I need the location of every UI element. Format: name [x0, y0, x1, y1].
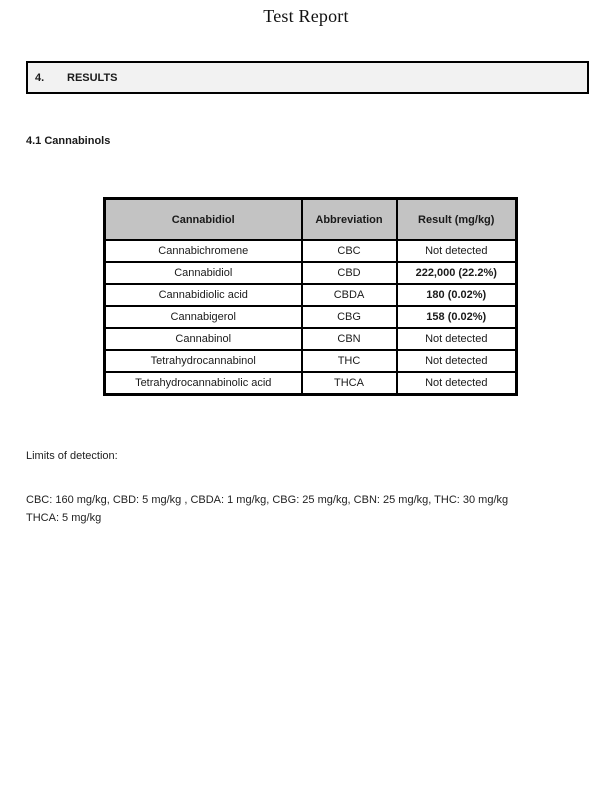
results-table	[103, 197, 518, 396]
col-header-result: Result (mg/kg)	[397, 199, 517, 241]
table-header-row	[105, 199, 517, 241]
abbreviation-cell: THCA	[302, 372, 397, 395]
result-cell: 158 (0.02%)	[397, 306, 517, 328]
result-cell: Not detected	[397, 350, 517, 372]
result-cell: 180 (0.02%)	[397, 284, 517, 306]
result-cell: Not detected	[397, 372, 517, 395]
results-table-head	[105, 199, 517, 241]
cannabinoid-name-cell: Cannabichromene	[105, 240, 302, 262]
abbreviation-cell: CBDA	[302, 284, 397, 306]
abbreviation-cell: CBD	[302, 262, 397, 284]
cannabinoid-name-cell: Cannabidiolic acid	[105, 284, 302, 306]
limits-line-1: CBC: 160 mg/kg, CBD: 5 mg/kg , CBDA: 1 mg/kg, CBG: 25 mg/kg, CBN: 25 mg/kg, THC: 30 mg/kg	[26, 494, 509, 506]
table-row	[105, 240, 517, 262]
document-title: Test Report	[263, 6, 349, 26]
limits-of-detection-values	[26, 491, 586, 527]
subsection-heading: 4.1 Cannabinols	[26, 135, 111, 147]
abbreviation-cell: CBN	[302, 328, 397, 350]
table-row	[105, 350, 517, 372]
abbreviation-cell: CBG	[302, 306, 397, 328]
cannabinoid-name-cell: Tetrahydrocannabinolic acid	[105, 372, 302, 395]
limits-line-2: THCA: 5 mg/kg	[26, 512, 102, 524]
table-row	[105, 284, 517, 306]
abbreviation-cell: CBC	[302, 240, 397, 262]
cannabinoid-name-cell: Cannabigerol	[105, 306, 302, 328]
table-row	[105, 328, 517, 350]
cannabinoid-name-cell: Cannabinol	[105, 328, 302, 350]
result-cell: Not detected	[397, 240, 517, 262]
cannabinoid-name-cell: Cannabidiol	[105, 262, 302, 284]
cannabinoid-name-cell: Tetrahydrocannabinol	[105, 350, 302, 372]
table-row	[105, 306, 517, 328]
limits-of-detection-label: Limits of detection:	[26, 450, 118, 462]
table-row	[105, 262, 517, 284]
col-header-cannabinoid: Cannabidiol	[105, 199, 302, 241]
abbreviation-cell: THC	[302, 350, 397, 372]
col-header-abbreviation: Abbreviation	[302, 199, 397, 241]
section-number: 4.	[35, 71, 45, 84]
result-cell: 222,000 (22.2%)	[397, 262, 517, 284]
result-cell: Not detected	[397, 328, 517, 350]
table-row	[105, 372, 517, 395]
results-table-body	[105, 240, 517, 395]
section-heading: RESULTS	[67, 71, 118, 84]
results-section-header	[26, 61, 589, 94]
